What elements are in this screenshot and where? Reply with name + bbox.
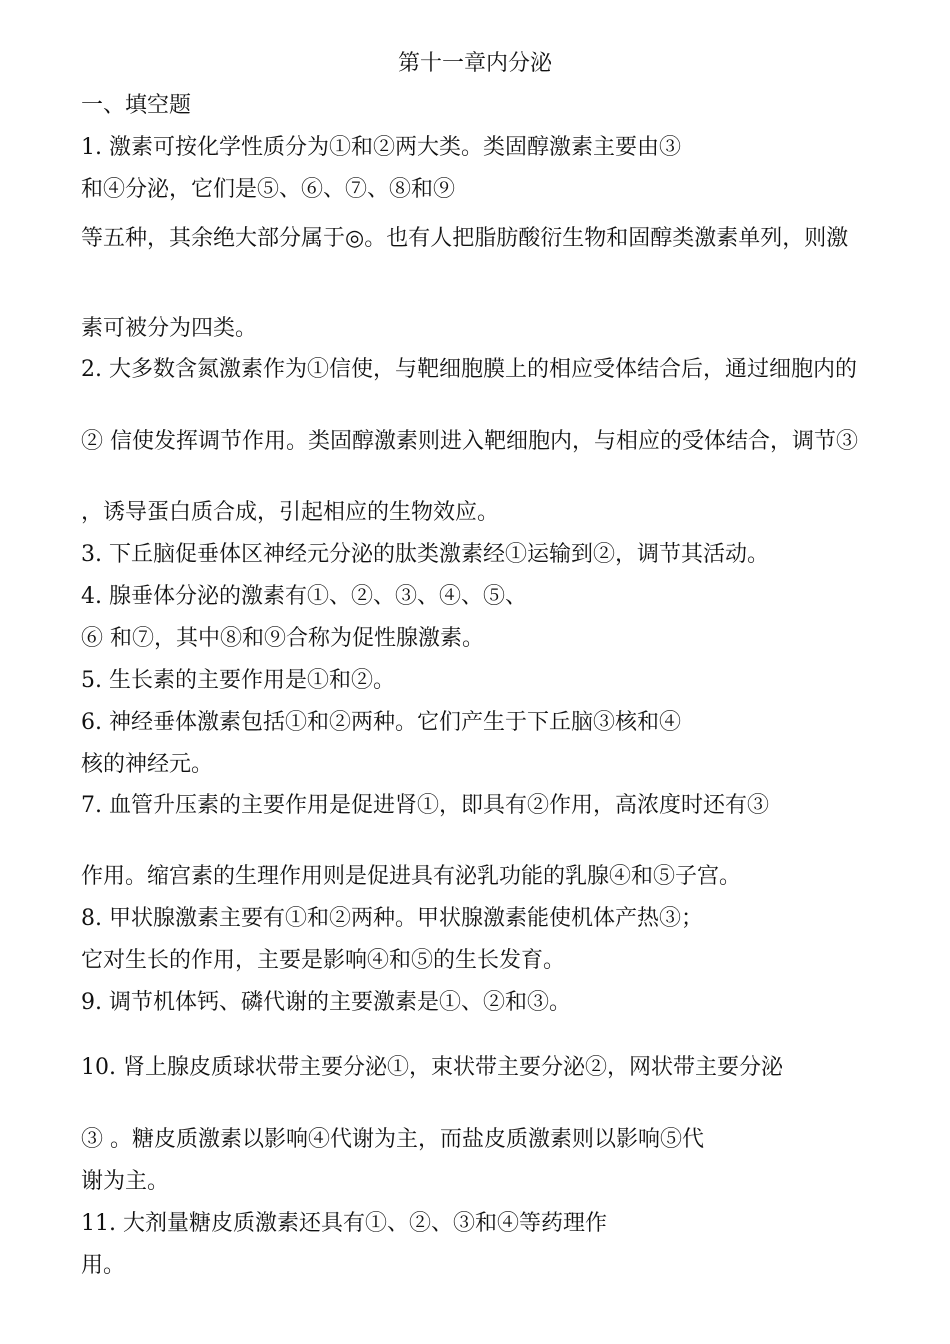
text-line: 素可被分为四类。 xyxy=(81,316,258,341)
text-line: 它对生长的作用，主要是影响④和⑤的生长发育。 xyxy=(81,948,566,973)
page-title: 第十一章内分泌 xyxy=(397,51,552,76)
text-line: 8. 甲状腺激素主要有①和②两种。甲状腺激素能使机体产热③； xyxy=(81,906,703,931)
text-line: 1. 激素可按化学性质分为①和②两大类。类固醇激素主要由③ xyxy=(81,135,681,160)
text-line: ⑥ 和⑦，其中⑧和⑨合称为促性腺激素。 xyxy=(81,626,484,651)
text-line: 5. 生长素的主要作用是①和②。 xyxy=(81,668,395,693)
text-line: 等五种，其余绝大部分属于◎。也有人把脂肪酸衍生物和固醇类激素单列，则激 xyxy=(81,226,849,251)
text-line: ③ 。糖皮质激素以影响④代谢为主，而盐皮质激素则以影响⑤代 xyxy=(81,1127,704,1152)
section-heading: 一、填空题 xyxy=(81,93,192,118)
text-line: 谢为主。 xyxy=(81,1169,170,1194)
text-line: ② 信使发挥调节作用。类固醇激素则进入靶细胞内，与相应的受体结合，调节③ xyxy=(81,429,858,454)
text-line: 10. 肾上腺皮质球状带主要分泌①，束状带主要分泌②，网状带主要分泌 xyxy=(81,1055,783,1080)
text-line: ，诱导蛋白质合成，引起相应的生物效应。 xyxy=(81,500,500,525)
text-line: 6. 神经垂体激素包括①和②两种。它们产生于下丘脑③核和④ xyxy=(81,710,681,735)
text-line: 用。 xyxy=(81,1253,126,1278)
text-line: 9. 调节机体钙、磷代谢的主要激素是①、②和③。 xyxy=(81,990,571,1015)
text-line: 和④分泌，它们是⑤、⑥、⑦、⑧和⑨ xyxy=(81,177,456,202)
text-line: 2. 大多数含氮激素作为①信使，与靶细胞膜上的相应受体结合后，通过细胞内的 xyxy=(81,357,857,382)
text-line: 作用。缩宫素的生理作用则是促进具有泌乳功能的乳腺④和⑤子宫。 xyxy=(81,864,742,889)
text-line: 7. 血管升压素的主要作用是促进肾①，即具有②作用，高浓度时还有③ xyxy=(81,793,769,818)
text-line: 11. 大剂量糖皮质激素还具有①、②、③和④等药理作 xyxy=(81,1211,607,1236)
text-line: 3. 下丘脑促垂体区神经元分泌的肽类激素经①运输到②，调节其活动。 xyxy=(81,542,769,567)
text-line: 核的神经元。 xyxy=(81,752,214,777)
text-line: 4. 腺垂体分泌的激素有①、②、③、④、⑤、 xyxy=(81,584,527,609)
